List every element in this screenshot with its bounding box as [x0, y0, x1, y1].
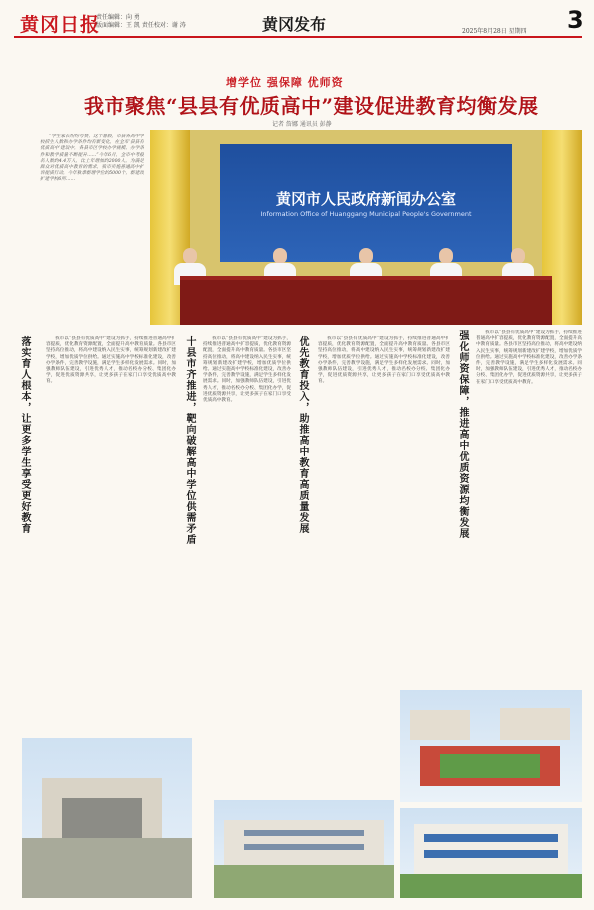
- article-headline: 我市聚焦“县县有优质高中”建设促进教育均衡发展: [84, 94, 539, 118]
- section-title: 黄冈发布: [262, 15, 327, 34]
- school-front-photo: [400, 808, 582, 898]
- article-kicker: 增学位 强保障 优师资: [226, 76, 344, 89]
- header-rule: [14, 36, 582, 38]
- campus-aerial-photo: [400, 690, 582, 802]
- schoolyard: [22, 838, 192, 898]
- building: [224, 820, 384, 865]
- subhead: 强化师资保障，推进高中优质资源均衡发展: [457, 330, 468, 539]
- body-paragraph: 我市以“县县有优质高中”建设为抓手，持续推进普通高中扩容提质，优化教育资源配置，全面提升高中教育质量。各县市区坚持高位推动，将高中建设纳入民生实事，统筹规划新建改扩建学校，增加优质学位供给。通过实施高中学校标准化建设，改善办学条件，完善教学设施，满足学生多样化发展需求。同时，加强教师队伍建设，引进优秀人才，推动名校办分校、集团化办学，促进优质资源共享，让更多孩子在家门口享受优质高中教育。: [203, 336, 291, 404]
- window-band: [424, 834, 558, 842]
- building: [500, 708, 570, 740]
- building: [62, 798, 142, 838]
- lawn: [400, 874, 582, 898]
- school-building-photo: [22, 738, 192, 898]
- article-byline: 记者 詹娜 通讯员 彭静: [272, 121, 332, 128]
- campus-photo: [214, 800, 394, 898]
- editor-line: 责任编辑：向 勇: [96, 14, 140, 21]
- body-column: [46, 336, 176, 734]
- window-band: [244, 830, 364, 836]
- body-column: [476, 330, 582, 680]
- subhead: 优先教育投入，助推高中教育高质量发展: [297, 336, 308, 534]
- intro-paragraph: “学生家长纷纷夸赞，这个暑假，市县各高中学校招生人数和办学条件均有新变化，在全市‘县县有优质高中’建设中，各县市区学校办学规模、办学条件和教学质量不断提升……”今年6月，全市中考报名人数约4.4万人，比上年增加约2000人。为满足群众对优质高中教育的需求，我市实施普通高中扩容提质行动，今年秋季新增学位约5000个，新建改扩建学校6所……: [40, 134, 144, 183]
- body-column: [203, 336, 291, 786]
- body-paragraph: 我市以“县县有优质高中”建设为抓手，持续推进普通高中扩容提质，优化教育资源配置，全面提升高中教育质量。各县市区坚持高位推动，将高中建设纳入民生实事，统筹规划新建改扩建学校，增加优质学位供给。通过实施高中学校标准化建设，改善办学条件，完善教学设施，满足学生多样化发展需求。同时，加强教师队伍建设，引进优秀人才，推动名校办分校、集团化办学，促进优质资源共享，让更多孩子在家门口享受优质高中教育。: [476, 330, 582, 385]
- press-conference-photo: [150, 130, 582, 325]
- sports-field: [440, 754, 540, 778]
- press-table: [180, 280, 552, 325]
- body-paragraph: 我市以“县县有优质高中”建设为抓手，持续推进普通高中扩容提质，优化教育资源配置，全面提升高中教育质量。各县市区坚持高位推动，将高中建设纳入民生实事，统筹规划新建改扩建学校，增加优质学位供给。通过实施高中学校标准化建设，改善办学条件，完善教学设施，满足学生多样化发展需求。同时，加强教师队伍建设，引进优秀人才，推动名校办分校、集团化办学，促进优质资源共享，让更多孩子在家门口享受优质高中教育。: [46, 336, 176, 385]
- article-intro: [40, 134, 144, 324]
- issue-date: 2025年8月28日 星期四: [462, 28, 527, 35]
- subhead: 落实育人根本，让更多学生享受更好教育: [19, 336, 30, 534]
- masthead-logo: 黄冈日报: [20, 14, 101, 36]
- window-band: [244, 844, 364, 850]
- subhead: 十县市齐推进，靶向破解高中学位供需矛盾: [184, 336, 195, 545]
- window-band: [424, 850, 558, 858]
- press-screen-title: 黄冈市人民政府新闻办公室: [275, 190, 456, 208]
- press-screen: [220, 144, 512, 262]
- editor-line: 版面编辑：王 凯 责任校对：谢 涛: [96, 22, 186, 29]
- page-number: 3: [567, 6, 584, 34]
- editor-credits: [96, 14, 186, 30]
- building: [414, 824, 568, 874]
- body-paragraph: 我市以“县县有优质高中”建设为抓手，持续推进普通高中扩容提质，优化教育资源配置，全面提升高中教育质量。各县市区坚持高位推动，将高中建设纳入民生实事，统筹规划新建改扩建学校，增加优质学位供给。通过实施高中学校标准化建设，改善办学条件，完善教学设施，满足学生多样化发展需求。同时，加强教师队伍建设，引进优秀人才，推动名校办分校、集团化办学，促进优质资源共享，让更多孩子在家门口享受优质高中教育。: [318, 336, 450, 385]
- lawn: [214, 865, 394, 898]
- building: [410, 710, 470, 740]
- press-screen-subtitle: Information Office of Huanggang Municipal People's Government: [260, 210, 472, 218]
